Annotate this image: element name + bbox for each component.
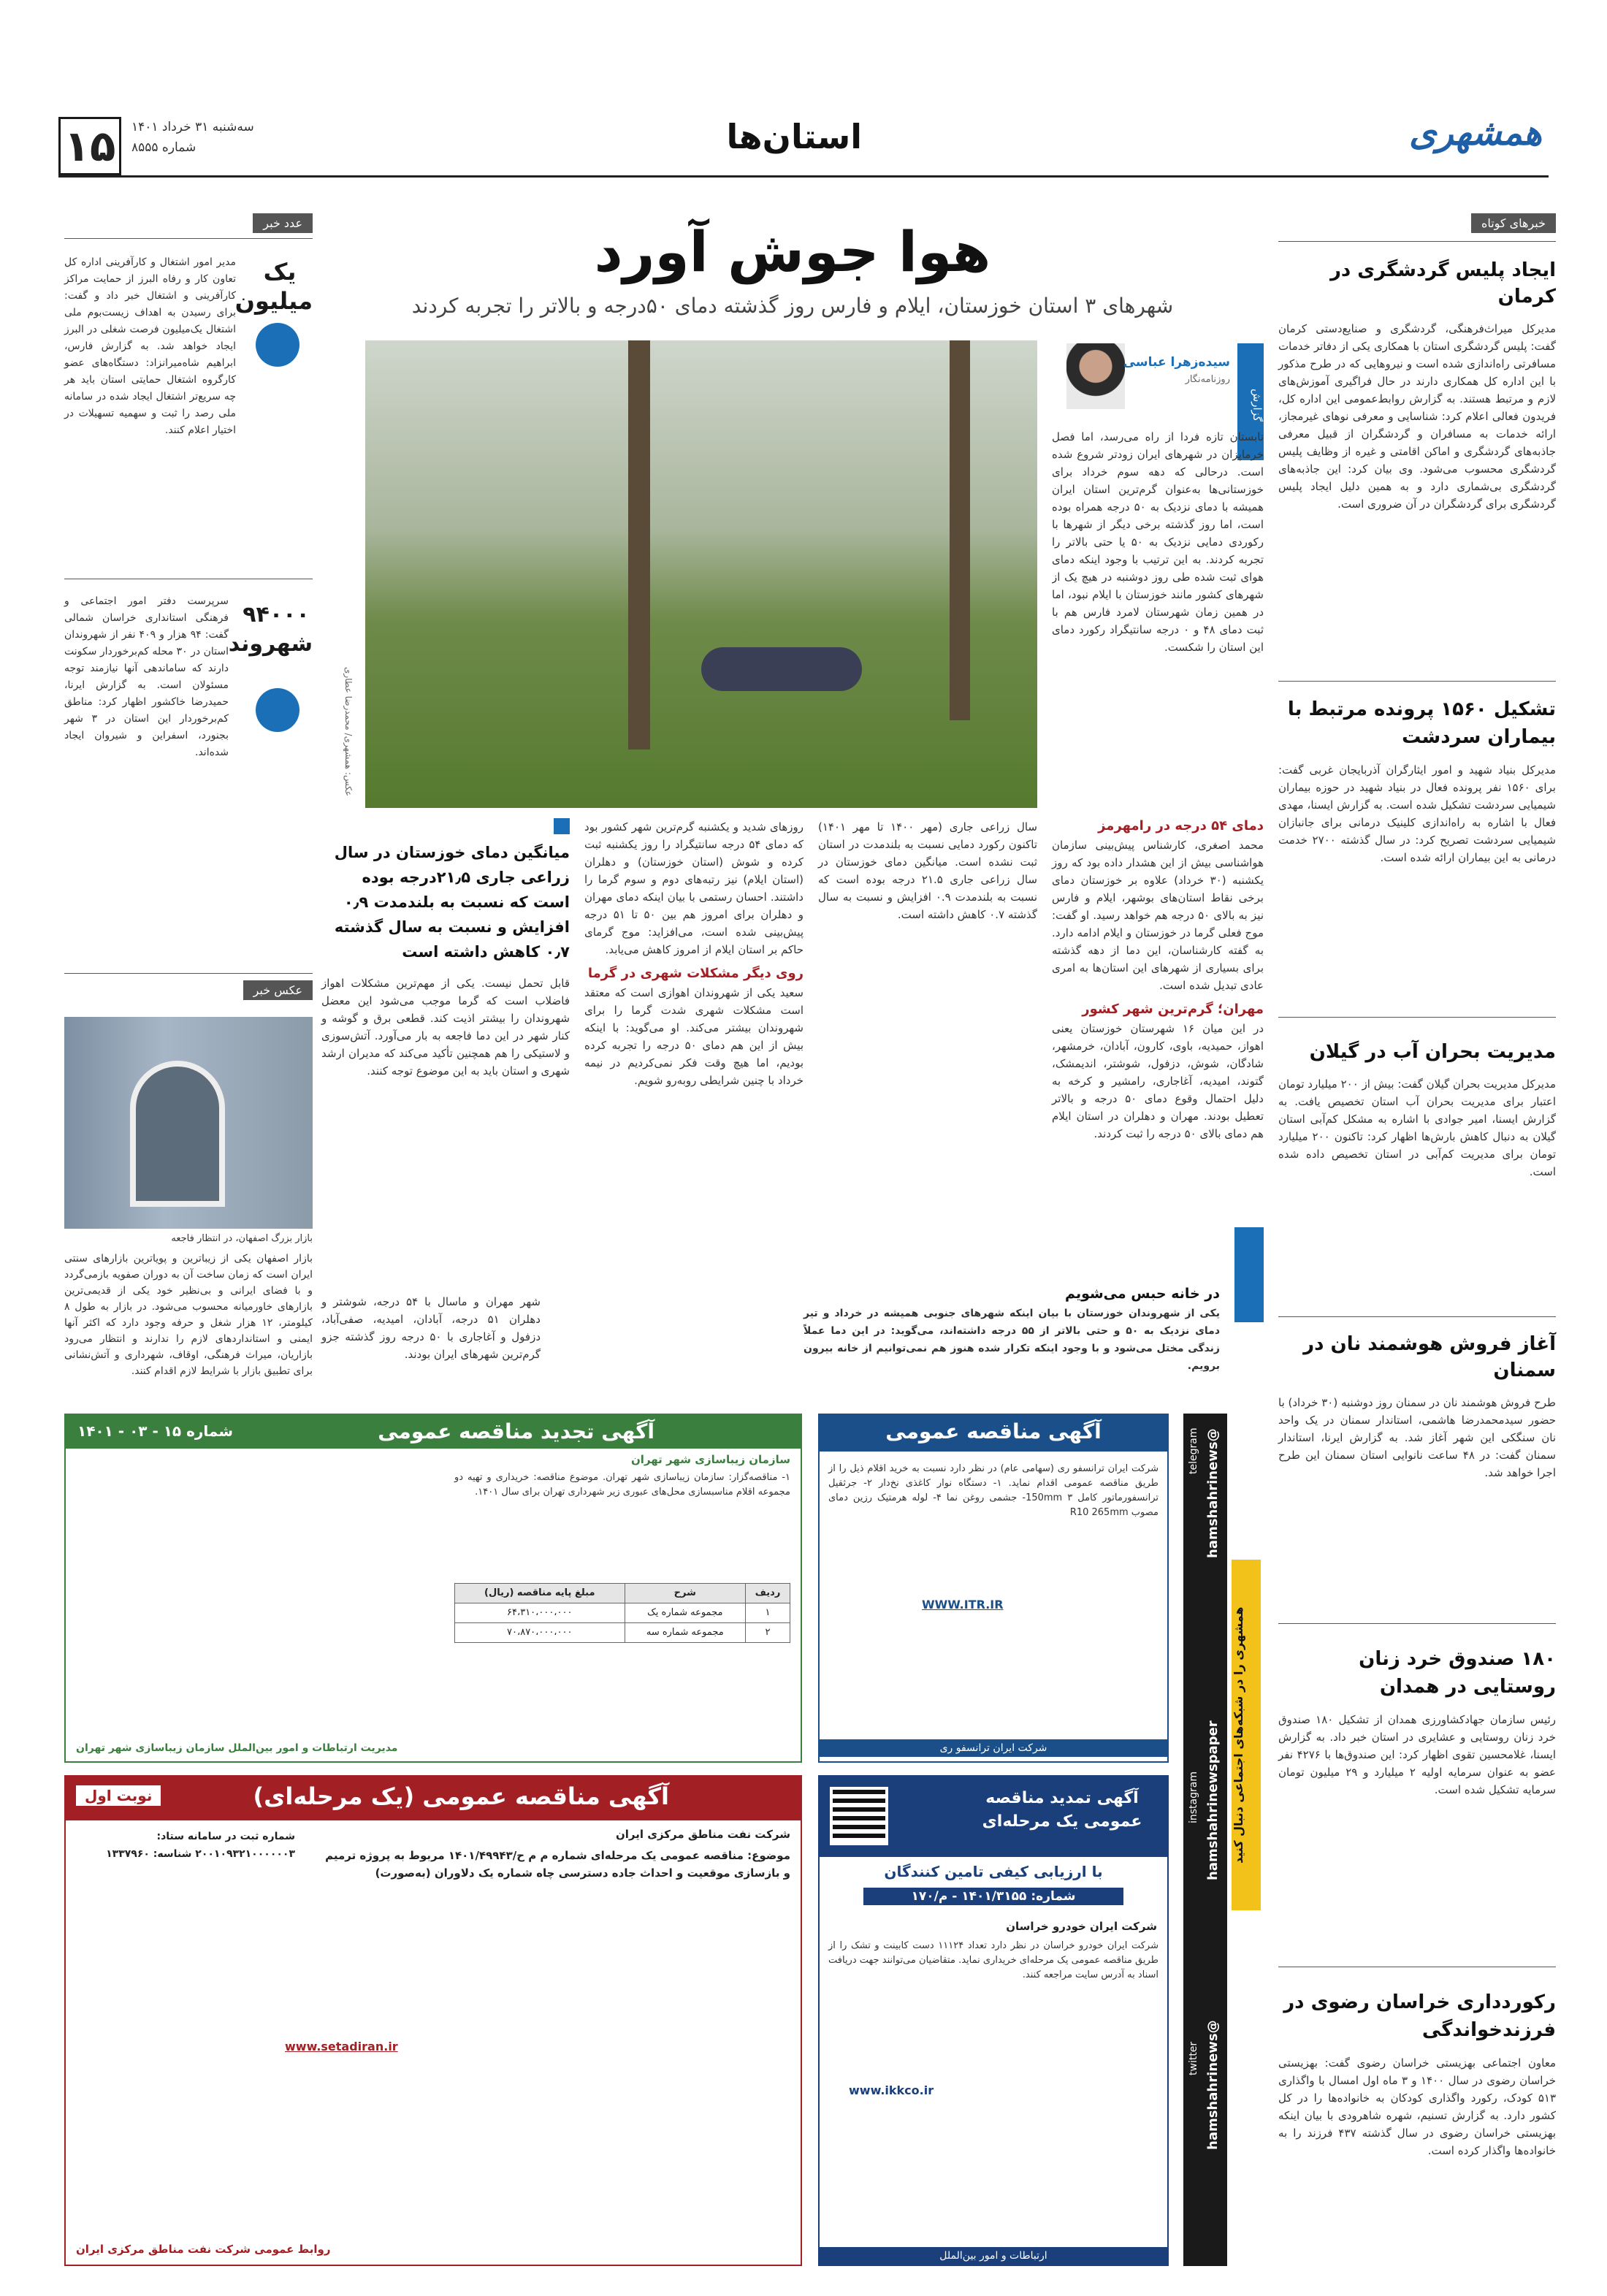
author-role: روزنامه‌نگار [1185,374,1230,385]
article-text: شهر مهران و ماسال با ۵۴ درجه، شوشتر و دهلران ۵۱ درجه، آبادان، امیدیه، صفی‌آباد، دزفول و آغاجاری با ۵۰ درجه روز گذشته جزو گرم‌ترین شهرهای ایران بودند. [321,1295,541,1361]
author-avatar [1066,343,1125,409]
divider [64,238,313,239]
ad-tender-khodro [818,1775,1169,2266]
ad-subject: موضوع: مناقصه عمومی یک مرحله‌ای شماره م م ح/۱۴۰۱/۴۹۹۴۳ مربوط به پروژه ترمیم و بازسازی موقعیت و احداث جاده دسترسی چاه شماره یک دلاوران (به‌صورت) [325,1849,790,1880]
table-header: شرح [625,1584,746,1603]
subheading: در خانه حبس می‌شویم [1065,1286,1220,1302]
ad-table [454,1583,790,1643]
twitter-handle[interactable]: @hamshahrinews [1205,2020,1221,2150]
photo-caption: بازار بزرگ اصفهان، در انتظار فاجعه [171,1233,313,1244]
ad-number: شماره ۱۵ - ۰۳ - ۱۴۰۱ [77,1422,234,1440]
section-tag: عدد خبر [253,213,313,233]
subheading: مهران؛ گرم‌ترین شهر کشور [1082,1002,1264,1017]
section-tag: خبرهای کوتاه [1471,213,1556,233]
news-title: ۱۸۰ صندوق خرد زنان روستایی در همدان [1359,1648,1556,1698]
divider [1278,1623,1556,1624]
table-cell: ۱ [746,1603,790,1623]
photo-credit: عکس: همشهری/ محمدرضا عطاری [343,666,354,796]
ad-footer: روابط عمومی شرکت نفت مناطق مرکزی ایران [76,2243,331,2256]
social-strip [1183,1414,1264,2266]
ad-body: شرکت ایران خودرو خراسان در نظر دارد تعداد ۱۱۱۲۴ دست کابینت و تشک را از طریق مناقصه عمومی یک مرحله‌ای خریداری نماید. متقاضیان می‌توانند جهت دریافت اسناد به آدرس سایت مراجعه کنند. [828,1940,1159,1980]
main-story [321,212,1264,1300]
ad-org: شرکت نفت مناطق مرکزی ایران [615,1828,790,1841]
author-name: سیده‌زهرا عباسی [1123,355,1230,370]
ad-subtitle: با ارزیابی کیفی تامین کنندگان [884,1863,1103,1880]
subheading: روی دیگر مشکلات شهری در گرما [587,966,804,981]
qr-code [830,1787,888,1845]
subheading: دمای ۵۴ درجه در رامهرمز [1098,818,1264,834]
news-title: ایجاد پلیس گردشگری در کرمان [1329,259,1556,308]
news-title: مدیریت بحران آب در گیلان [1309,1041,1556,1063]
table-row [455,1603,790,1623]
photo-text: بازار اصفهان یکی از زیباترین و پویاترین بازارهای سنتی ایران است که زمان ساخت آن به دوران صفویه بازمی‌گردد و با فضای ایرانی و بی‌نظیر خود یکی از قدیمی‌ترین بازارهای خاورمیانه محسوب می‌شود. در بازار به طول ۸ کیلومتر، ۱۲ هزار شغل و حرفه وجود دارد که اکثر آنها ایمنی و استانداردهای لازم را ندارند و انتظار می‌رود بازاریان، میراث فرهنگی، اوقاف، شهرداری و آتش‌نشانی برای تطبیق بازار با شرایط لازم اقدام کنند. [64,1253,313,1377]
stat-text: سرپرست دفتر امور اجتماعی و فرهنگی استانداری خراسان شمالی گفت: ۹۴ هزار و ۴۰۹ نفر از شهروندان استان در ۳۰ محله کم‌برخوردار سکونت دارند که ساماندهی آنها نیازمند توجه مسئولان است. به گزارش ایرنا، حمیدرضا خاکشور اظهار کرد: مناطق کم‌برخوردار این استان در ۳ شهر بجنورد، اسفراین و شیروان ایجاد شده‌اند. [64,595,229,758]
news-body: معاون اجتماعی بهزیستی خراسان رضوی گفت: بهزیستی خراسان رضوی در سال ۱۴۰۰ و ۳ ماه اول امسال با واگذاری ۵۱۳ کودک، رکورد واگذاری کودکان به خانواده‌ها را در کل کشور دارد. به گزارش تسنیم، شهره شاهرودی با بیان اینکه بهزیستی خراسان رضوی در سال گذشته ۴۳۷ فرزند را به خانواده‌ها واگذار کرده است. [1278,2056,1557,2157]
section-title: استان‌ها [726,117,862,156]
news-body: مدیرکل مدیریت بحران گیلان گفت: بیش از ۲۰۰ میلیارد تومان اعتبار برای مدیریت بحران آب استان تخصیص یافت. به گزارش ایسنا، امیر جوادی با اشاره به مشکل کم‌آبی استان گیلان به دنبال کاهش بارش‌ها اظهار کرد: تاکنون ۲۰۰ میلیارد تومان برای مدیریت کم‌آبی در استان تخصیص داده شده است. [1278,1078,1556,1178]
window-arch [130,1061,225,1207]
table-cell: ۶۴،۳۱۰،۰۰۰،۰۰۰ [455,1603,625,1623]
ad-codes: شماره ثبت در سامانه ستاد: ۲۰۰۱۰۹۳۲۱۰۰۰۰۰۰۳ شناسه: ۱۳۳۷۹۶۰ [106,1831,295,1860]
instagram-label: instagram [1188,1771,1199,1823]
stat-number: ۹۴۰۰۰ شهروند [228,602,313,657]
section-tag: عکس خبر [243,980,313,1000]
instagram-handle[interactable]: hamshahrinewspaper [1205,1720,1221,1880]
bazaar-photo [64,1017,313,1229]
article-text: یکی از شهروندان خوزستان با بیان اینکه شهرهای جنوبی همیشه در خرداد و تیر دمای نزدیک به ۵۰ و حتی بالاتر از ۵۵ درجه داشته‌اند، می‌گوید: در این دما عملاً زندگی مختل می‌شود و با وجود اینکه تکرار شده هنوز هم نمی‌توانیم از خانه بیرون برویم. [804,1308,1221,1372]
article-text: سال زراعی جاری (مهر ۱۴۰۰ تا مهر ۱۴۰۱) تاکنون رکورد دمایی نسبت به بلندمدت در استان ثبت نشده است. میانگین دمای خوزستان در سال زراعی جاری ۲۱.۵ درجه بوده است که نسبت به بلندمدت ۰.۹ افزایش و نسبت به سال گذشته ۰.۷ کاهش داشته است. [818,820,1037,921]
pullquote: میانگین دمای خوزستان در سال زراعی جاری ۲۱٫۵درجه بوده است که نسبت به بلندمدت ۰٫۹ افزایش و نسبت به سال گذشته ۰٫۷ کاهش داشته است [334,844,570,961]
ad-website[interactable]: www.setadiran.ir [285,2040,398,2053]
main-subhead: شهرهای ۳ استان خوزستان، ایلام و فارس روز گذشته دمای ۵۰درجه و بالاتر را تجربه کردند [411,294,1174,318]
report-label: گزارش [1237,343,1264,460]
article-bottom [321,1286,1264,1395]
stat-badge [256,688,299,732]
ad-body: شرکت ایران ترانسفو ری (سهامی عام) در نظر دارد نسبت به خرید اقلام ذیل را از طریق مناقصه عمومی اقدام نماید. ۱- دستگاه نوار کاغذی نخ‌دار ۲- جرثقیل ترانسفورماتور کامل 150mm ۳- جشمی روغن نما ۴- لوله هرمتیک رزین دمای مصوب R10 265mm [828,1463,1159,1518]
telegram-label: telegram [1188,1428,1199,1475]
ad-website[interactable]: WWW.ITR.IR [922,1598,1004,1612]
news-title: آغاز فروش هوشمند نان در سمنان [1303,1333,1556,1381]
telegram-handle[interactable]: @hamshahrinews [1205,1428,1221,1558]
divider [64,973,313,974]
ad-number: شماره: ۱۴۰۱/۳۱۵۵ - م/۱۷۰ [863,1888,1123,1905]
article-text: محمد اصغری، کارشناس پیش‌بینی سازمان هواشناسی بیش از این هشدار داده بود که روز یکشنبه (۳۰ خرداد) علاوه بر خوزستان دمای برخی نقاط استان‌های بوشهر، ایلام و فارس نیز به بالای ۵۰ درجه هم خواهد رسید. او گفت: موج فعلی گرما در خوزستان و ایلام ادامه دارد. به گفته کارشناسان، این دما از دهه گذشته برای بسیاری از شهرهای این استان‌ها به امری عادی تبدیل شده است. [1052,839,1264,992]
news-body: مدیرکل میراث‌فرهنگی، گردشگری و صنایع‌دستی کرمان گفت: پلیس گردشگری استان با همکاری یکی از دفاتر خدمات مسافرتی راه‌اندازی شده است و نیروهایی که در طرح مذکور با این اداره کل همکاری دارند در حال فراگیری آموزش‌های لازم و مرتبط هستند. به گزارش روابط‌عمومی این اداره کل، فریدون فعالی اعلام کرد: شناسایی و معرفی نوهای غیرمجاز، ارائه خدمات به مسافران و گردشگران از قبیل معرفی جاذبه‌های گردشگری و اماکن اقامتی و غیره از وظایف پلیس گردشگری محسوب می‌شود. وی بیان کرد: این جاذبه‌های گردشگری بی‌شماری دارد و به همین دلیل ایجاد پلیس گردشگری برای گردشگران در آن ضروری است. [1278,322,1556,511]
ad-footer: مدیریت ارتباطات و امور بین‌الملل سازمان زیباسازی شهر تهران [76,1742,398,1754]
ad-title: آگهی تجدید مناقصه عمومی [378,1419,654,1443]
divider [1278,1316,1556,1317]
article-text: سعید یکی از شهروندان اهوازی است که معتقد است مشکلات شهری شدت گرما را برای شهروندان بیشتر می‌کند. او می‌گوید: با اینکه بیش از این هم دمای ۵۰ درجه را تجربه کرده بودیم، اما هیچ وقت فکر نمی‌کردیم در نیمه خرداد با چنین شرایطی روبه‌رو شویم. [584,986,804,1087]
news-title: رکورد‌داری خراسان رضوی در فرزندخواندگی [1283,1991,1556,2041]
table-row [455,1623,790,1643]
article-col-3 [584,818,804,1089]
ad-tender-renewal [64,1414,802,1763]
article-col-2 [818,818,1037,923]
main-headline: هوا جوش آورد [594,219,991,284]
table-cell: مجموعه شماره سه [625,1623,746,1643]
stat-badge [256,323,299,367]
twitter-label: twitter [1188,2042,1199,2076]
table-cell: مجموعه شماره یک [625,1603,746,1623]
ad-tender-transfo [818,1414,1169,1763]
news-item [1278,257,1556,513]
newspaper-logo: همشهری [1408,112,1543,153]
divider [1278,1017,1556,1018]
news-body: مدیرکل بنیاد شهید و امور ایثارگران آذربایجان غربی گفت: برای ۱۵۶۰ نفر پرونده فعال در بنیاد شهید در حوزه بیماران شیمیایی سردشت تشکیل شده است. به گزارش ایسنا، مهدی فعال با اشاره به راه‌اندازی کلینیک درمانی برای جانبازان شیمیایی سردشت تصریح کرد: در سال گذشته ۲۷۰۰ خدمت درمانی به این بیماران ارائه شده است. [1278,763,1556,864]
masthead [58,110,1549,175]
right-column [1278,213,1556,2266]
news-item [1278,1331,1556,1481]
news-body: رئیس سازمان جهادکشاورزی همدان از تشکیل ۱۸۰ صندوق خرد زنان روستایی و عشایری در استان خبر داد. به گزارش ایسنا، غلامحسین تقوی اظهار کرد: این صندوق‌ها با ۴۲۷۶ نفر عضو به عنوان سرمایه اولیه ۲ میلیارد و ۲۹ میلیون تومان سرمایه تشکیل شده است. [1278,1713,1556,1796]
ad-footer: ارتباطات و امور بین‌الملل [820,2247,1167,2265]
news-body: طرح فروش هوشمند نان در سمنان روز دوشنبه (۳۰ خرداد) با حضور سیدمحمدرضا هاشمی، استاندار سمنان در یک واحد نان سنگکی این شهر آغاز شد. به گزارش ایرنا، استاندار سمنان گفت: در ۴۸ ساعت نانوایی استان سمنان این طرح اجرا خواهد شد. [1278,1396,1556,1479]
article-text: قابل تحمل نیست. یکی از مهم‌ترین مشکلات اهواز فاضلاب است که گرما موجب می‌شود این معضل شهروندان را بیشتر اذیت کند. قطعی برق و گوشه و کنار شهر در این دما فاجعه به بار می‌آورد. آتش‌سوزی و لاستیکی را هم همچنین تأکید می‌کند که مدیران ارشد شهری و استان باید به این موضوع توجه کنند. [321,977,570,1078]
social-slogan: همشهری را در شبکه‌های اجتماعی دنبال کنید [1232,1560,1261,1910]
divider [1278,241,1556,242]
news-item [1278,695,1556,866]
divider [1278,681,1556,682]
ad-title: آگهی مناقصه عمومی (یک مرحله‌ای) [253,1782,669,1810]
table-cell: ۷۰،۸۷۰،۰۰۰،۰۰۰ [455,1623,625,1643]
article-bottom-right [804,1286,1220,1375]
tree-trunk [950,340,970,720]
article-col-4 [321,818,570,1080]
news-item [1278,1645,1556,1799]
news-item [1278,1988,1556,2159]
article-columns [321,818,1264,1300]
stat-number: یک میلیون [234,258,313,315]
article-text: در این میان ۱۶ شهرستان خوزستان یعنی اهواز، حمیدیه، باوی، کارون، آبادان، خرمشهر، شادگان، شوش، دزفول، شوشتر، اندیمشک، گتوند، امیدیه، آغاجاری، رامشیر و کرخه به دلیل احتمال وقوع دمای ۵۰ درجه و بالاتر تعطیل بودند. مهران و دهلران در استان ایلام هم دمای بالای ۵۰ درجه را ثبت کردند. [1052,1022,1264,1140]
article-text: روزهای شدید و یکشنبه گرم‌ترین شهر کشور بود که دمای ۵۴ درجه سانتیگراد را روز یکشنبه ثبت کرده و شوش (استان خوزستان) و دهلران (استان ایلام) نیز رتبه‌های دوم و سوم گرما را داشتند. احسان رستمی با بیان اینکه دمای مهران و دهلران برای امروز هم بین ۵۰ تا ۵۱ درجه پیش‌بینی شده است، می‌افزاید: موج گرمای حاکم بر استان ایلام از امروز کاهش می‌یابد. [584,820,804,956]
table-header: مبلغ پایه مناقصه (ریال) [455,1584,625,1603]
news-item [1278,1039,1556,1181]
ad-badge: نوبت اول [76,1785,161,1806]
ad-title: آگهی مناقصه عمومی [885,1419,1102,1443]
article-col-1 [1052,818,1264,1143]
tree-trunk [628,340,650,750]
ad-title: آگهی تمدید مناقصه عمومی یک مرحله‌ای [982,1789,1142,1831]
stat-text: مدیر امور اشتغال و کارآفرینی اداره کل تعاون کار و رفاه البرز از حمایت مراکز کارآفرینی و اشتغال خبر داد و گفت: برای رسیدن به اهداف زیست‌بوم ملی اشتغال یک‌میلیون فرصت شغلی در البرز ایجاد خواهد شد. به گزارش فارس، ابراهیم شاه‌میرانزاد: دستگاه‌های عضو کارگروه اشتغال حمایتی استان باید هر چه سریع‌تر اشتغال ایجاد شده در سامانه ملی رصد را ثبت و سهمیه تسهیلات در اختیار اعلام کنند. [64,256,236,436]
ad-tender-oil [64,1775,802,2266]
ad-org: شرکت ایران خودرو خراسان [1006,1920,1157,1933]
left-column [64,213,313,1411]
issue-date: سه‌شنبه ۳۱ خرداد ۱۴۰۱ [131,120,254,134]
pullquote-marker [554,818,570,834]
ad-footer: شرکت ایران ترانسفو ری [820,1739,1167,1757]
reclining-person [701,647,862,691]
table-cell: ۲ [746,1623,790,1643]
ad-org: سازمان زیباسازی شهر تهران [631,1453,790,1466]
news-title: تشکیل ۱۵۶۰ پرونده مرتبط با بیماران سردشت [1287,698,1556,748]
intro-text: تابستان تازه فردا از راه می‌رسد، اما فصل خرماپزان در شهرهای ایران زودتر شروع شده است. درحالی که دهه سوم خرداد برای خوزستانی‌ها به‌عنوان گرم‌ترین استان ایران همیشه با دمای نزدیک به ۵۰ درجه همراه بوده است، اما روز گذشته برخی دیگر از شهرها با رکوردی دمایی نزدیک به ۵۰ یا حتی بالاتر را تجربه کردند. به این ترتیب با وجود اینکه دمای هوای ثبت شده طی روز دوشنبه در هیچ یک از شهرهای کشور مانند خوزستان با ایلام نبود، اما در همین زمان شهرستان لامرد فارس هم با ثبت دمای ۴۸ و ۰ درجه سانتیگراد رکورد دمای این استان را شکست. [1052,430,1264,654]
masthead-rule [58,175,1549,178]
issue-number: شماره ۸۵۵۵ [131,140,196,155]
main-photo [365,340,1037,808]
ad-website[interactable]: www.ikkco.ir [849,2083,934,2097]
ad-body: ۱- مناقصه‌گزار: سازمان زیباسازی شهر تهران. موضوع مناقصه: خریداری و تهیه دو مجموعه اقلام مناسبسازی محل‌های عبوری زیر شهرداری تهران برای سال ۱۴۰۱. [454,1472,790,1498]
table-header: ردیف [746,1584,790,1603]
page-number: ۱۵ [58,117,121,175]
